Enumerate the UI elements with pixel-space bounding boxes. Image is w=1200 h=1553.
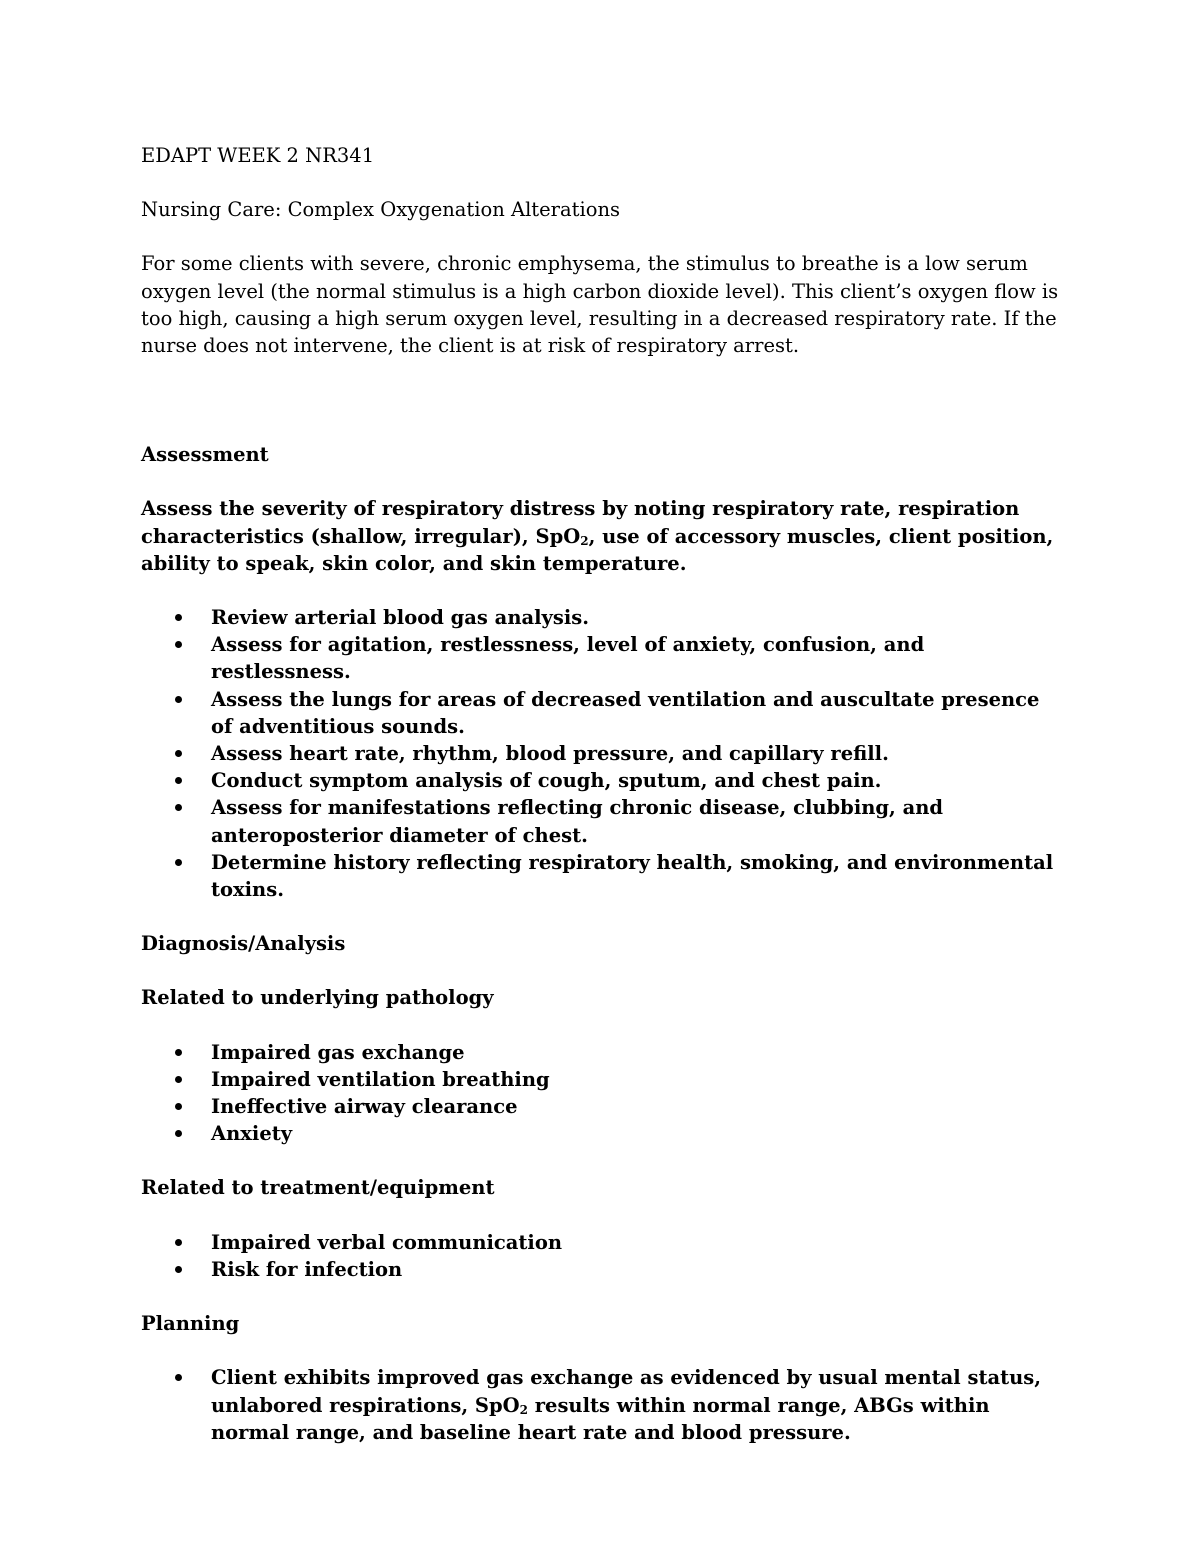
treatment-list (141, 1229, 1066, 1283)
planning-subscript: 2 (519, 1402, 528, 1417)
list-item: Assess for agitation, restlessness, level of anxiety, confusion, and restlessness. (141, 631, 1066, 685)
list-item: Assess for manifestations reflecting chronic disease, clubbing, and anteroposterior diameter of chest. (141, 794, 1066, 848)
treatment-subheading: Related to treatment/equipment (141, 1176, 495, 1200)
planning-text-after: results within normal range, ABGs within normal range, and baseline heart rate and blood pressure. (211, 1393, 990, 1444)
assessment-heading: Assessment (141, 443, 269, 467)
pathology-subheading: Related to underlying pathology (141, 986, 494, 1010)
list-item: Risk for infection (141, 1256, 1066, 1283)
intro-paragraph: For some clients with severe, chronic emphysema, the stimulus to breathe is a low serum oxygen level (the normal stimulus is a high carbon dioxide level). This client’s oxygen flow is too high, causing a high serum oxygen level, resulting in a decreased respiratory rate. If the nurse does not intervene, the client is at risk of respiratory arrest. (141, 252, 1059, 358)
planning-list (141, 1364, 1066, 1446)
document-page (141, 142, 1066, 1446)
list-item (141, 1364, 1066, 1446)
list-item: Anxiety (141, 1120, 1066, 1147)
list-item: Impaired ventilation breathing (141, 1066, 1066, 1093)
document-title: EDAPT WEEK 2 NR341 (141, 144, 375, 167)
document-subtitle: Nursing Care: Complex Oxygenation Alterations (141, 198, 621, 222)
planning-text-before: Client exhibits improved gas exchange as evidenced by usual mental status, unlabored respirations, SpO (211, 1366, 1042, 1417)
list-item: Impaired verbal communication (141, 1229, 1066, 1256)
list-item: Impaired gas exchange (141, 1039, 1066, 1066)
assessment-lead-text-before: Assess the severity of respiratory distress by noting respiratory rate, respiration characteristics (shallow, irregular), SpO (141, 497, 1020, 548)
list-item: Determine history reflecting respiratory health, smoking, and environmental toxins. (141, 849, 1066, 903)
assessment-list (141, 604, 1066, 903)
list-item: Ineffective airway clearance (141, 1093, 1066, 1120)
list-item: Assess heart rate, rhythm, blood pressure, and capillary refill. (141, 740, 1066, 767)
planning-heading: Planning (141, 1312, 240, 1336)
list-item: Assess the lungs for areas of decreased ventilation and auscultate presence of adventitious sounds. (141, 686, 1066, 740)
diagnosis-heading: Diagnosis/Analysis (141, 932, 346, 956)
list-item: Review arterial blood gas analysis. (141, 604, 1066, 631)
assessment-lead-paragraph (141, 495, 1066, 577)
list-item: Conduct symptom analysis of cough, sputum, and chest pain. (141, 767, 1066, 794)
assessment-lead-subscript: 2 (580, 533, 589, 548)
assessment-lead-text-after: , use of accessory muscles, client position, ability to speak, skin color, and skin temperature. (141, 524, 1054, 575)
pathology-list (141, 1039, 1066, 1148)
